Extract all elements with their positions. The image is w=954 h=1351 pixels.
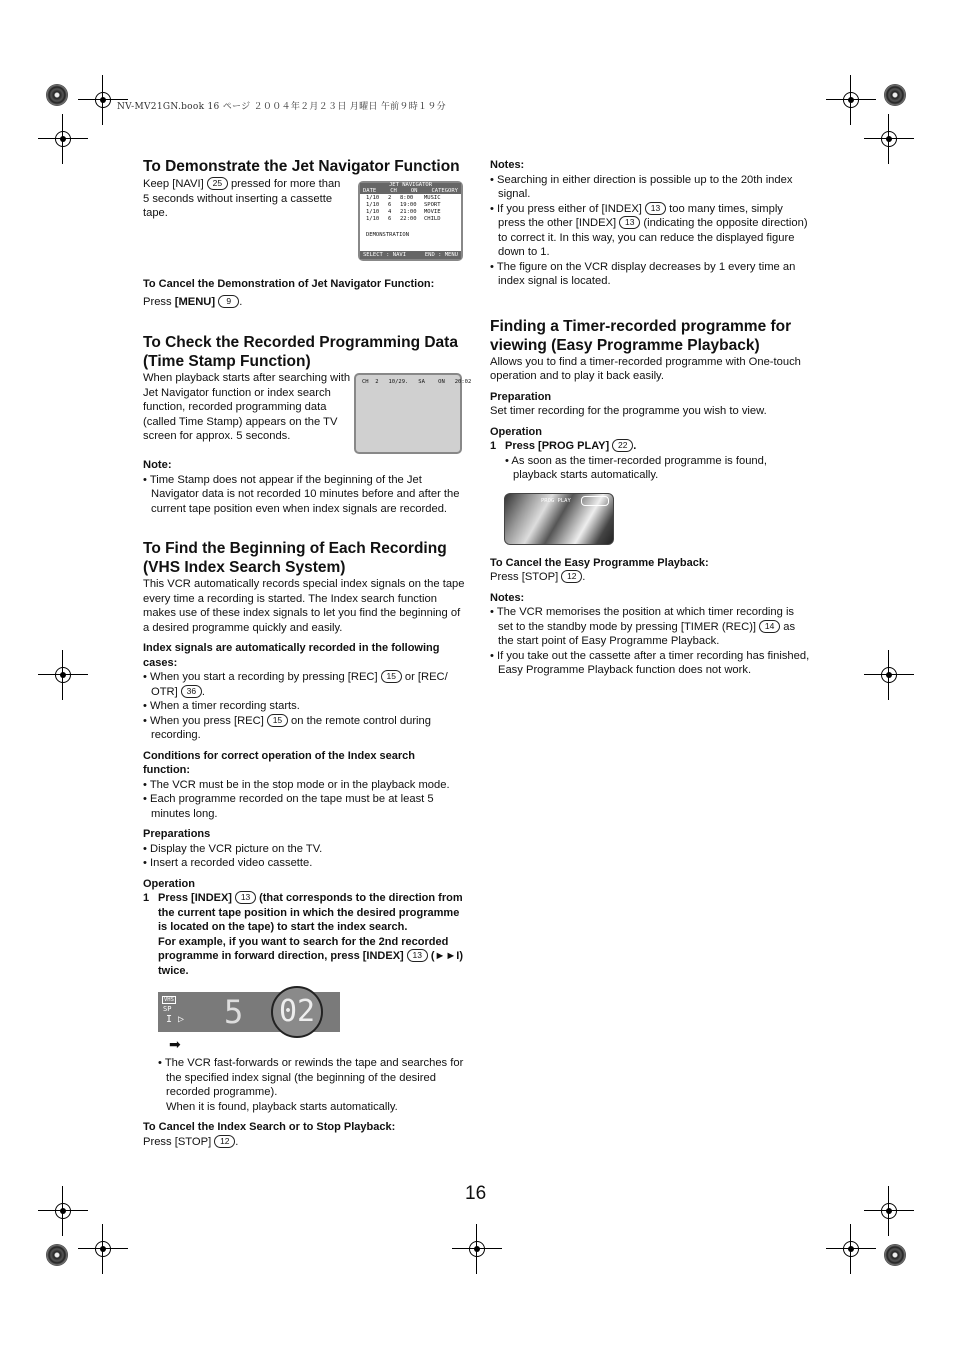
forward-arrow-icon: ➡ — [169, 1036, 181, 1052]
time-stamp-screen: CH 2 10/29. SA ON 20:02 — [354, 373, 462, 454]
registration-disc-icon — [46, 84, 68, 106]
operation-step: 1 Press [INDEX] 13 (that corresponds to the direction from the current tape position in which the desired programme is located on the tape) to start the index search. For example, if you want to search for the 2nd recorded programme in forward direction, press [INDEX] 13 (►►I) twice. — [143, 892, 464, 977]
index-notes-list: • Searching in either direction is possible up to the 20th index signal. • If you press either of [INDEX] 13 too many times, simply press the other [INDEX] 13 (indicating the opposite direction) to correct it. In this way, you can reduce the displayed figure down to 1. • The figure on the VCR display decreases by 1 every time an index signal is located. — [490, 173, 812, 289]
crosshair-mark-icon — [48, 124, 78, 154]
easy-cancel-title: To Cancel the Easy Programme Playback: — [490, 556, 709, 569]
prog-play-screen: PROG PLAY — [504, 493, 614, 545]
ref-number: 14 — [759, 620, 780, 633]
easy-prep-title: Preparation — [490, 390, 552, 403]
easy-playback-body: Allows you to find a timer-recorded programme with One-touch operation and to play it back easily. — [490, 355, 801, 382]
jet-navigator-title: To Demonstrate the Jet Navigator Function — [143, 158, 460, 175]
screen-row: 1/10 2 8:00 MUSIC 1/10 6 19:00 SPORT 1/10 4 21:00 MOVIE 1/10 6 22:00 CHILD — [366, 195, 441, 222]
play-indicator: I ▷ — [166, 1014, 185, 1025]
ref-number: 12 — [561, 570, 582, 583]
ref-number: 13 — [645, 202, 666, 215]
easy-notes-list: • The VCR memorises the position at which timer recording is set to the standby mode by pressing [TIMER (REC)] 14 as the start point of Easy Programme Playback. • If you take out the cassette after a timer recording has finished, Easy Programme Playback function does not work. — [490, 605, 812, 678]
jet-navigator-screen — [358, 181, 463, 261]
ref-number: 9 — [218, 295, 239, 308]
crosshair-mark-icon — [48, 1196, 78, 1226]
preparations-list: • Display the VCR picture on the TV. • Insert a recorded video cassette. — [143, 842, 465, 871]
tape-indicator — [581, 496, 609, 506]
crosshair-mark-icon — [874, 124, 904, 154]
easy-playback-title: Finding a Timer-recorded programme for viewing (Easy Programme Playback) — [490, 317, 792, 354]
ref-number: 22 — [612, 439, 633, 452]
operation-result-2: When it is found, playback starts automatically. — [166, 1100, 398, 1113]
registration-disc-icon — [46, 1244, 68, 1266]
vcr-display: VHS SP I ▷ 5 02 — [158, 992, 340, 1032]
ref-number: 13 — [235, 891, 256, 904]
ref-number: 36 — [181, 685, 202, 698]
conditions-title: Conditions for correct operation of the Index search function: — [143, 749, 415, 776]
registration-disc-icon — [884, 84, 906, 106]
ref-number: 15 — [381, 670, 402, 683]
ref-number: 15 — [267, 714, 288, 727]
preparations-title: Preparations — [143, 828, 211, 840]
jet-navigator-body: Keep [NAVI] 25 pressed for more than 5 seconds without inserting a cassette tape. — [143, 178, 341, 219]
screen-header: JET NAVIGATOR DATE CH ON CATEGORY — [360, 183, 461, 194]
index-cancel-title: To Cancel the Index Search or to Stop Playback: — [143, 1121, 396, 1133]
ref-number: 13 — [407, 949, 428, 962]
screen-footer: SELECT : NAVI END : MENU — [360, 251, 461, 259]
crosshair-mark-icon — [874, 1196, 904, 1226]
easy-op-result: • As soon as the timer-recorded programme is found, playback starts automatically. — [505, 454, 812, 483]
time-stamp-title: To Check the Recorded Programming Data (Time Stamp Function) — [143, 334, 458, 370]
left-column — [143, 157, 472, 1149]
index-notes-title: Notes: — [490, 159, 525, 171]
page-number: 16 — [465, 1183, 487, 1204]
jet-cancel-text: Press [MENU] 9 . — [143, 295, 243, 308]
easy-prep-text: Set timer recording for the programme you wish to view. — [490, 405, 767, 417]
registration-disc-icon — [884, 1244, 906, 1266]
crosshair-mark-icon — [836, 85, 866, 115]
easy-op-step: 1 Press [PROG PLAY] 22 . — [490, 440, 637, 452]
vhs-index-title: To Find the Beginning of Each Recording (VHS Index Search System) — [143, 540, 447, 576]
crosshair-mark-icon — [874, 660, 904, 690]
print-header: NV-MV21GN.book 16 ページ ２００４年２月２３日 月曜日 午前９時１９分 — [117, 102, 446, 112]
easy-notes-title: Notes: — [490, 591, 525, 604]
conditions-list: • The VCR must be in the stop mode or in the playback mode. • Each programme recorded on the tape must be at least 5 minutes long. — [143, 778, 465, 822]
ref-number: 13 — [619, 216, 640, 229]
counter-highlight: 02 — [271, 986, 323, 1038]
crosshair-mark-icon — [88, 1234, 118, 1264]
vhs-index-body: This VCR automatically records special index signals on the tape every time a recording is started. The Index search function makes use of these index signals to let you find the beginning of a desired programme quickly and easily. — [143, 578, 465, 634]
crosshair-mark-icon — [462, 1234, 492, 1264]
operation-result: • The VCR fast-forwards or rewinds the tape and searches for the specified index signal (the beginning of the desired recorded programme). — [158, 1056, 465, 1100]
easy-op-title: Operation — [490, 425, 542, 438]
time-stamp-note-title: Note: — [143, 459, 172, 471]
time-stamp-body: When playback starts after searching with Jet Navigator function or index search function, recorded programming data (called Time Stamp) appears on the TV screen for approx. 5 seconds. — [143, 372, 351, 442]
ref-number: 12 — [214, 1135, 235, 1148]
crosshair-mark-icon — [88, 85, 118, 115]
index-cancel-text: Press [STOP] 12 . — [143, 1135, 239, 1148]
time-stamp-note: • Time Stamp does not appear if the beginning of the Jet Navigator data is not recorded 10 minutes before and after the current tape position even when index signals are recorded. — [143, 473, 465, 517]
crosshair-mark-icon — [48, 660, 78, 690]
ref-number: 25 — [207, 177, 228, 190]
crosshair-mark-icon — [836, 1234, 866, 1264]
jet-cancel-title: To Cancel the Demonstration of Jet Navigator Function: — [143, 278, 435, 290]
auto-cases-list: • When you start a recording by pressing [REC] 15 or [REC/ OTR] 36 . • When a timer recording starts. • When you press [REC] 15 on the remote control during recording. — [143, 670, 465, 743]
easy-cancel-text: Press [STOP] 12 . — [490, 571, 586, 583]
auto-cases-title: Index signals are automatically recorded in the following cases: — [143, 642, 440, 669]
right-column — [490, 158, 812, 678]
operation-title: Operation — [143, 877, 195, 890]
screen-demo-label: DEMONSTRATION — [366, 232, 410, 238]
